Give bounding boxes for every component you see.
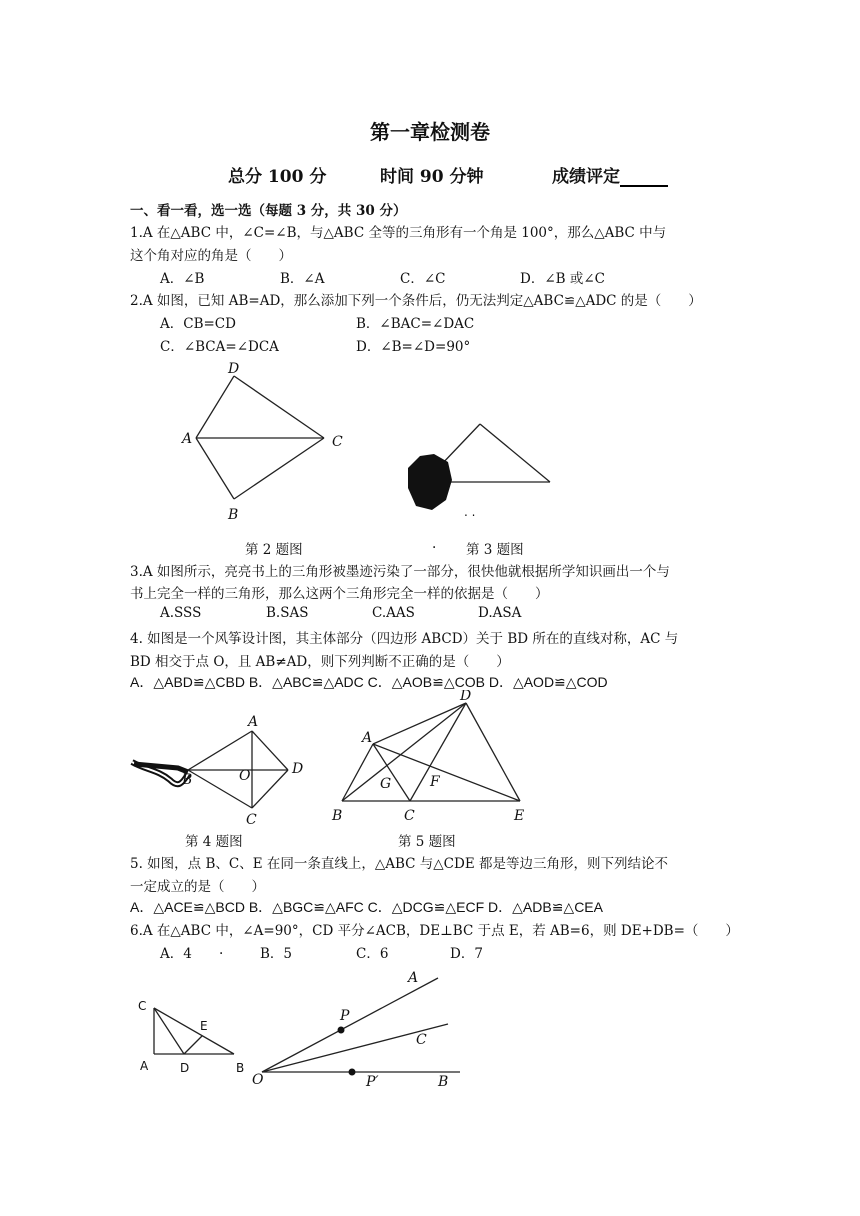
q1-line1: 1.A 在△ABC 中，∠C=∠B，与△ABC 全等的三角形有一个角是 100°，那么△ABC 中与 bbox=[130, 225, 667, 241]
fig2-label-c: C bbox=[332, 434, 343, 450]
q2-line1: 2.A 如图，已知 AB=AD，那么添加下列一个条件后，仍无法判定△ABC≌△ADC 的是（ ） bbox=[130, 293, 702, 309]
fig7-label-p: P bbox=[340, 1008, 350, 1024]
grade-label bbox=[552, 162, 668, 187]
q5-options: A．△ACE≌△BCD B．△BGC≌△AFC C．△DCG≌△ECF D．△ADB≌△CEA bbox=[130, 899, 603, 915]
fig7-label-a: A bbox=[408, 970, 419, 986]
q2-option-d: D．∠B=∠D=90° bbox=[356, 339, 471, 355]
q2-option-a: A．CB=CD bbox=[160, 316, 236, 332]
fig4-label-o: O bbox=[239, 768, 251, 784]
fig4-label-b: B bbox=[182, 772, 193, 788]
fig4-label-a: A bbox=[248, 714, 259, 730]
fig5-label-a: A bbox=[362, 730, 373, 746]
q5-line2: 一定成立的是（ ） bbox=[130, 879, 265, 895]
fig3-dot: . bbox=[432, 536, 437, 552]
fig6-label-e: E bbox=[200, 1019, 208, 1033]
fig4-label-d: D bbox=[292, 761, 304, 777]
q1-option-d: D．∠B 或∠C bbox=[520, 271, 605, 287]
figure-2-diagram bbox=[170, 358, 350, 526]
fig6-label-c: C bbox=[138, 999, 147, 1013]
q3-option-a: A.SSS bbox=[160, 605, 202, 621]
q3-option-c: C.AAS bbox=[372, 605, 415, 621]
fig2-label-a: A bbox=[182, 431, 193, 447]
q6-option-d: D．7 bbox=[450, 946, 483, 962]
fig6-label-a: A bbox=[140, 1059, 149, 1073]
exam-time: 时间 90 分钟 bbox=[380, 167, 484, 187]
grade-text: 成绩评定 bbox=[552, 167, 620, 187]
q3-line2: 书上完全一样的三角形，那么这两个三角形完全一样的依据是（ ） bbox=[130, 586, 549, 602]
fig5-label-c: C bbox=[404, 808, 415, 824]
q6-option-a: A．4 bbox=[160, 946, 192, 962]
fig2-label-d: D bbox=[228, 361, 240, 377]
q1-option-c: C．∠C bbox=[400, 271, 446, 287]
q4-line1: 4. 如图是一个风筝设计图，其主体部分（四边形 ABCD）关于 BD 所在的直线对称，AC 与 bbox=[130, 631, 679, 647]
q1-option-b: B．∠A bbox=[280, 271, 325, 287]
fig7-label-o: O bbox=[252, 1072, 264, 1088]
fig5-label-b: B bbox=[332, 808, 343, 824]
fig7-label-c: C bbox=[416, 1032, 427, 1048]
section-heading: 一、看一看，选一选（每题 3 分，共 30 分） bbox=[130, 203, 407, 219]
q3-line1: 3.A 如图所示，亮亮书上的三角形被墨迹污染了一部分，很快他就根据所学知识画出一个与 bbox=[130, 564, 670, 580]
fig4-label-c: C bbox=[246, 812, 257, 828]
fig5-label-e: E bbox=[514, 808, 525, 824]
figure-7-diagram bbox=[248, 962, 468, 1092]
q6-line1: 6.A 在△ABC 中，∠A=90°，CD 平分∠ACB，DE⊥BC 于点 E，若 AB=6，则 DE+DB=（ ） bbox=[130, 923, 739, 939]
fig5-label-d: D bbox=[460, 690, 472, 704]
page-title: 第一章检测卷 bbox=[370, 120, 490, 144]
q6-option-b: B．5 bbox=[260, 946, 293, 962]
q6-dot: . bbox=[219, 942, 224, 958]
fig3-caption: 第 3 题图 bbox=[466, 542, 524, 558]
figure-6-diagram bbox=[130, 992, 254, 1082]
fig4-caption: 第 4 题图 bbox=[185, 834, 243, 850]
total-score: 总分 100 分 bbox=[228, 167, 327, 187]
fig6-label-d: D bbox=[180, 1061, 190, 1075]
fig7-label-p-prime: P′ bbox=[366, 1074, 379, 1090]
figure-4-diagram bbox=[128, 710, 318, 830]
fig6-label-b: B bbox=[236, 1061, 245, 1075]
fig5-label-f: F bbox=[430, 774, 440, 790]
figure-5-diagram bbox=[326, 690, 536, 824]
q6-option-c: C．6 bbox=[356, 946, 389, 962]
ink-blot bbox=[408, 454, 452, 510]
grade-blank[interactable] bbox=[620, 167, 668, 187]
q1-option-a: A．∠B bbox=[160, 271, 205, 287]
point-p-prime bbox=[349, 1069, 356, 1076]
q3-option-b: B.SAS bbox=[266, 605, 309, 621]
fig5-label-g: G bbox=[380, 776, 392, 792]
fig2-label-b: B bbox=[228, 507, 239, 523]
fig3-dots: . . bbox=[464, 505, 476, 519]
figure-3-diagram bbox=[400, 418, 560, 524]
q3-option-d: D.ASA bbox=[478, 605, 522, 621]
q1-line2: 这个角对应的角是（ ） bbox=[130, 248, 292, 264]
q2-option-b: B．∠BAC=∠DAC bbox=[356, 316, 475, 332]
fig2-caption: 第 2 题图 bbox=[245, 542, 303, 558]
point-p bbox=[338, 1027, 345, 1034]
q4-line2: BD 相交于点 O，且 AB≠AD，则下列判断不正确的是（ ） bbox=[130, 654, 510, 670]
q2-option-c: C．∠BCA=∠DCA bbox=[160, 339, 279, 355]
q5-line1: 5. 如图，点 B、C、E 在同一条直线上，△ABC 与△CDE 都是等边三角形，则下列结论不 bbox=[130, 856, 668, 872]
fig5-caption: 第 5 题图 bbox=[398, 834, 456, 850]
fig7-label-b: B bbox=[438, 1074, 449, 1090]
q4-options: A．△ABD≌△CBD B．△ABC≌△ADC C．△AOB≌△COB D．△AOD≌△COD bbox=[130, 674, 608, 690]
